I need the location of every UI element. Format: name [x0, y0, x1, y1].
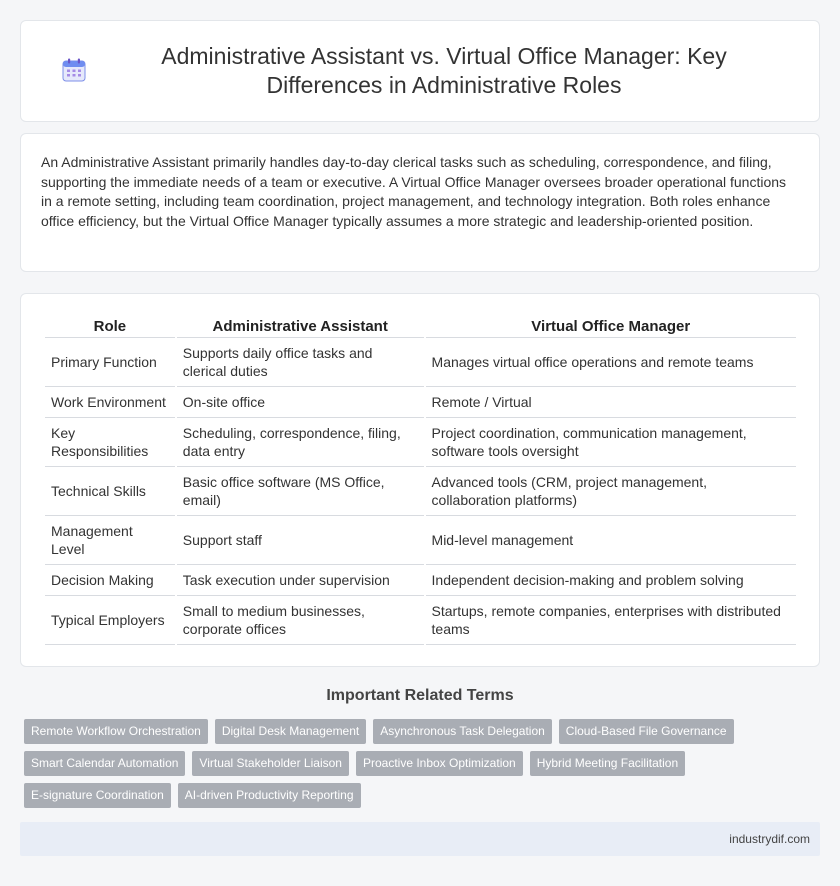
- related-term-tag[interactable]: Hybrid Meeting Facilitation: [530, 751, 685, 776]
- related-term-tag[interactable]: Asynchronous Task Delegation: [373, 719, 552, 744]
- admin-cell: Support staff: [177, 516, 424, 565]
- table-row: [45, 596, 796, 645]
- row-label: Management Level: [45, 516, 175, 565]
- calendar-icon: [61, 57, 87, 83]
- table-row: [45, 467, 796, 516]
- related-term-tag[interactable]: Proactive Inbox Optimization: [356, 751, 523, 776]
- table-row: [45, 387, 796, 418]
- header-card: [20, 20, 820, 122]
- related-term-tag[interactable]: Remote Workflow Orchestration: [24, 719, 208, 744]
- admin-cell: On-site office: [177, 387, 424, 418]
- row-label: Primary Function: [45, 338, 175, 387]
- related-term-tag[interactable]: Virtual Stakeholder Liaison: [192, 751, 349, 776]
- table-row: [45, 338, 796, 387]
- footer-site[interactable]: industrydif.com: [729, 832, 810, 846]
- admin-cell: Task execution under supervision: [177, 565, 424, 596]
- row-label: Typical Employers: [45, 596, 175, 645]
- intro-paragraph: An Administrative Assistant primarily handles day-to-day clerical tasks such as scheduling, correspondence, and filing, supporting the immediate needs of a team or executive. A Virtual Office Manager oversees broader operational functions in a remote setting, including team coordination, project management, and technology integration. Both roles enhance office efficiency, but the Virtual Office Manager typically assumes a more strategic and leadership-oriented position.: [41, 154, 787, 229]
- admin-cell: Scheduling, correspondence, filing, data entry: [177, 418, 424, 467]
- row-label: Key Responsibilities: [45, 418, 175, 467]
- related-terms-list: [24, 719, 824, 815]
- comparison-table-card: [20, 293, 820, 667]
- admin-cell: Supports daily office tasks and clerical duties: [177, 338, 424, 387]
- related-terms-heading: Important Related Terms: [326, 687, 514, 704]
- table-header-role: Role: [45, 314, 175, 338]
- vom-cell: Mid-level management: [426, 516, 796, 565]
- vom-cell: Remote / Virtual: [426, 387, 796, 418]
- related-term-tag[interactable]: Digital Desk Management: [215, 719, 366, 744]
- admin-cell: Basic office software (MS Office, email): [177, 467, 424, 516]
- related-term-tag[interactable]: E-signature Coordination: [24, 783, 171, 808]
- related-term-tag[interactable]: AI-driven Productivity Reporting: [178, 783, 361, 808]
- table-row: [45, 418, 796, 467]
- row-label: Decision Making: [45, 565, 175, 596]
- vom-cell: Project coordination, communication management, software tools oversight: [426, 418, 796, 467]
- related-term-tag[interactable]: Cloud-Based File Governance: [559, 719, 734, 744]
- vom-cell: Startups, remote companies, enterprises with distributed teams: [426, 596, 796, 645]
- table-row: [45, 516, 796, 565]
- footer: [20, 822, 820, 856]
- table-header-admin-assistant: Administrative Assistant: [177, 314, 424, 338]
- row-label: Work Environment: [45, 387, 175, 418]
- table-header-virtual-office-manager: Virtual Office Manager: [426, 314, 796, 338]
- admin-cell: Small to medium businesses, corporate offices: [177, 596, 424, 645]
- page-title: Administrative Assistant vs. Virtual Office Manager: Key Differences in Administrative Roles: [161, 43, 727, 98]
- row-label: Technical Skills: [45, 467, 175, 516]
- vom-cell: Manages virtual office operations and remote teams: [426, 338, 796, 387]
- comparison-table: [43, 314, 798, 645]
- related-term-tag[interactable]: Smart Calendar Automation: [24, 751, 185, 776]
- vom-cell: Independent decision-making and problem solving: [426, 565, 796, 596]
- table-row: [45, 565, 796, 596]
- vom-cell: Advanced tools (CRM, project management, collaboration platforms): [426, 467, 796, 516]
- intro-card: [20, 133, 820, 272]
